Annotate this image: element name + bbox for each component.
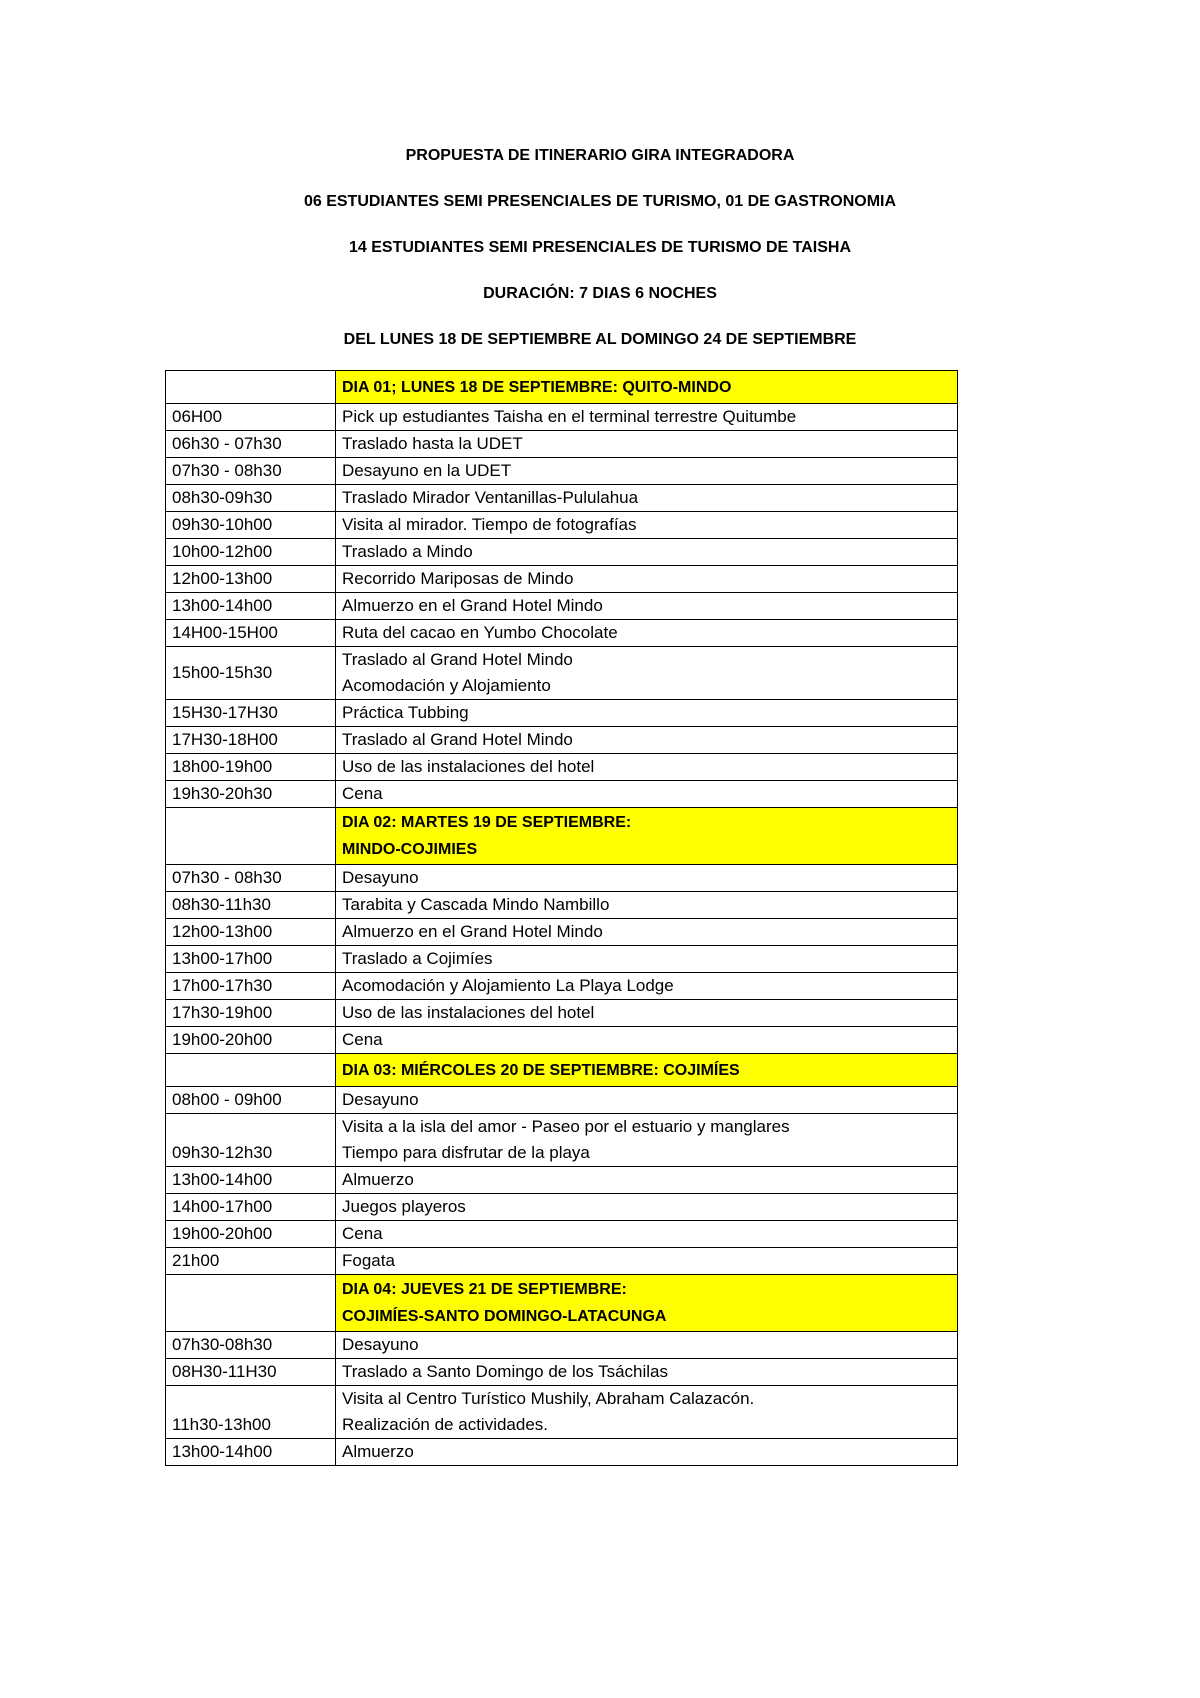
schedule-activity-cell <box>336 892 958 919</box>
day-header-text: DIA 04: JUEVES 21 DE SEPTIEMBRE: <box>342 1281 627 1298</box>
schedule-time-cell: 12h00-13h00 <box>166 566 336 593</box>
schedule-activity-text: Desayuno <box>342 1090 419 1109</box>
schedule-activity-cell <box>336 1027 958 1054</box>
schedule-activity-cell <box>336 1439 958 1466</box>
schedule-row <box>166 1221 958 1248</box>
schedule-time-cell: 13h00-14h00 <box>166 1167 336 1194</box>
schedule-activity-text: Tarabita y Cascada Mindo Nambillo <box>342 895 610 914</box>
day-header-row <box>166 1275 958 1332</box>
schedule-time-cell: 13h00-14h00 <box>166 1439 336 1466</box>
schedule-time-cell: 17h30-19h00 <box>166 1000 336 1027</box>
schedule-row <box>166 458 958 485</box>
schedule-row <box>166 512 958 539</box>
schedule-row <box>166 865 958 892</box>
schedule-row <box>166 946 958 973</box>
itinerary-body <box>166 371 958 1466</box>
schedule-time-cell: 06h30 - 07h30 <box>166 431 336 458</box>
schedule-row <box>166 727 958 754</box>
schedule-activity-cell <box>336 1248 958 1275</box>
schedule-activity-text: Desayuno en la UDET <box>342 461 512 480</box>
schedule-time-cell: 07h30 - 08h30 <box>166 865 336 892</box>
schedule-activity-text: Almuerzo <box>342 1442 414 1461</box>
schedule-activity-cell <box>336 754 958 781</box>
schedule-row <box>166 647 958 700</box>
schedule-activity-text: Acomodación y Alojamiento La Playa Lodge <box>342 976 674 995</box>
schedule-activity-cell <box>336 1359 958 1386</box>
date-range-line: DEL LUNES 18 DE SEPTIEMBRE AL DOMINGO 24 DE SEPTIEMBRE <box>343 331 857 348</box>
schedule-activity-cell <box>336 566 958 593</box>
schedule-activity-cell <box>336 539 958 566</box>
schedule-row <box>166 593 958 620</box>
schedule-activity-cell <box>336 620 958 647</box>
schedule-activity-text: Cena <box>342 1030 383 1049</box>
schedule-activity-cell <box>336 1221 958 1248</box>
schedule-row <box>166 1000 958 1027</box>
schedule-time-cell: 19h00-20h00 <box>166 1027 336 1054</box>
schedule-activity-text: Fogata <box>342 1251 395 1270</box>
schedule-activity-text: Juegos playeros <box>342 1197 466 1216</box>
schedule-activity-text: Traslado Mirador Ventanillas-Pululahua <box>342 488 639 507</box>
day-header-blank-cell <box>166 371 336 404</box>
duration-line: DURACIÓN: 7 DIAS 6 NOCHES <box>483 285 717 302</box>
schedule-activity-text: Visita al Centro Turístico Mushily, Abraham Calazacón. <box>342 1389 755 1408</box>
schedule-activity-text: Tiempo para disfrutar de la playa <box>342 1143 590 1162</box>
schedule-activity-text: Pick up estudiantes Taisha en el terminal terrestre Quitumbe <box>342 407 797 426</box>
schedule-time-cell: 09h30-10h00 <box>166 512 336 539</box>
schedule-activity-cell <box>336 1000 958 1027</box>
schedule-activity-text: Uso de las instalaciones del hotel <box>342 757 595 776</box>
schedule-activity-text: Cena <box>342 784 383 803</box>
schedule-row <box>166 700 958 727</box>
schedule-activity-text: Visita al mirador. Tiempo de fotografías <box>342 515 637 534</box>
schedule-time-cell: 17h00-17h30 <box>166 973 336 1000</box>
schedule-activity-cell <box>336 700 958 727</box>
schedule-activity-cell <box>336 512 958 539</box>
schedule-row <box>166 1359 958 1386</box>
schedule-activity-cell <box>336 1087 958 1114</box>
schedule-activity-text: Cena <box>342 1224 383 1243</box>
schedule-row <box>166 539 958 566</box>
document-header <box>0 146 1200 376</box>
day-header-row <box>166 1054 958 1087</box>
schedule-activity-cell <box>336 1332 958 1359</box>
schedule-row <box>166 1439 958 1466</box>
schedule-time-cell: 13h00-17h00 <box>166 946 336 973</box>
schedule-row <box>166 404 958 431</box>
schedule-activity-text: Traslado a Cojimíes <box>342 949 493 968</box>
schedule-row <box>166 1194 958 1221</box>
schedule-activity-text: Traslado a Santo Domingo de los Tsáchilas <box>342 1362 669 1381</box>
schedule-time-cell: 08h30-09h30 <box>166 485 336 512</box>
day-header-row <box>166 371 958 404</box>
schedule-activity-cell <box>336 593 958 620</box>
day-header-text: DIA 02: MARTES 19 DE SEPTIEMBRE: <box>342 814 632 831</box>
schedule-activity-text: Recorrido Mariposas de Mindo <box>342 569 574 588</box>
schedule-time-cell: 15H30-17H30 <box>166 700 336 727</box>
day-header-text: DIA 03: MIÉRCOLES 20 DE SEPTIEMBRE: COJIMÍES <box>342 1061 740 1079</box>
schedule-time-cell: 10h00-12h00 <box>166 539 336 566</box>
schedule-row <box>166 620 958 647</box>
day-header-blank-cell <box>166 1275 336 1332</box>
schedule-activity-cell <box>336 1194 958 1221</box>
schedule-time-cell: 14H00-15H00 <box>166 620 336 647</box>
itinerary-table <box>165 370 958 1466</box>
schedule-row <box>166 919 958 946</box>
schedule-time-cell: 08H30-11H30 <box>166 1359 336 1386</box>
schedule-time-cell: 13h00-14h00 <box>166 593 336 620</box>
day-header-text: DIA 01; LUNES 18 DE SEPTIEMBRE: QUITO-MINDO <box>342 378 732 396</box>
schedule-activity-text: Uso de las instalaciones del hotel <box>342 1003 595 1022</box>
schedule-row <box>166 973 958 1000</box>
schedule-activity-cell <box>336 458 958 485</box>
schedule-activity-cell <box>336 919 958 946</box>
day-header-blank-cell <box>166 1054 336 1087</box>
schedule-time-cell: 09h30-12h30 <box>166 1114 336 1167</box>
schedule-activity-cell <box>336 431 958 458</box>
schedule-time-cell: 08h00 - 09h00 <box>166 1087 336 1114</box>
schedule-row <box>166 1027 958 1054</box>
schedule-activity-cell <box>336 647 958 700</box>
schedule-time-cell: 19h00-20h00 <box>166 1221 336 1248</box>
schedule-activity-text: Desayuno <box>342 868 419 887</box>
schedule-row <box>166 892 958 919</box>
schedule-row <box>166 1114 958 1167</box>
schedule-activity-text: Ruta del cacao en Yumbo Chocolate <box>342 623 618 642</box>
day-header-cell <box>336 1054 958 1087</box>
schedule-activity-text: Acomodación y Alojamiento <box>342 676 551 695</box>
schedule-activity-cell <box>336 973 958 1000</box>
schedule-row <box>166 566 958 593</box>
schedule-time-cell: 17H30-18H00 <box>166 727 336 754</box>
schedule-row <box>166 1087 958 1114</box>
schedule-row <box>166 1248 958 1275</box>
schedule-activity-text: Visita a la isla del amor - Paseo por el estuario y manglares <box>342 1117 790 1136</box>
schedule-time-cell: 18h00-19h00 <box>166 754 336 781</box>
day-header-blank-cell <box>166 808 336 865</box>
schedule-time-cell: 11h30-13h00 <box>166 1386 336 1439</box>
schedule-activity-text: Almuerzo <box>342 1170 414 1189</box>
schedule-activity-cell <box>336 865 958 892</box>
day-header-row <box>166 808 958 865</box>
day-header-text: COJIMÍES-SANTO DOMINGO-LATACUNGA <box>342 1308 667 1325</box>
schedule-activity-cell <box>336 727 958 754</box>
schedule-activity-cell <box>336 1386 958 1439</box>
schedule-time-cell: 19h30-20h30 <box>166 781 336 808</box>
schedule-time-cell: 12h00-13h00 <box>166 919 336 946</box>
schedule-activity-cell <box>336 946 958 973</box>
students-line-1: 06 ESTUDIANTES SEMI PRESENCIALES DE TURISMO, 01 DE GASTRONOMIA <box>303 193 897 210</box>
day-header-cell <box>336 371 958 404</box>
schedule-time-cell: 14h00-17h00 <box>166 1194 336 1221</box>
day-header-cell <box>336 1275 958 1332</box>
schedule-time-cell: 21h00 <box>166 1248 336 1275</box>
schedule-activity-text: Traslado al Grand Hotel Mindo <box>342 730 573 749</box>
schedule-activity-cell <box>336 781 958 808</box>
schedule-activity-text: Desayuno <box>342 1335 419 1354</box>
schedule-activity-cell <box>336 485 958 512</box>
schedule-activity-text: Práctica Tubbing <box>342 703 469 722</box>
schedule-activity-cell <box>336 1167 958 1194</box>
schedule-row <box>166 781 958 808</box>
students-line-2: 14 ESTUDIANTES SEMI PRESENCIALES DE TURISMO DE TAISHA <box>349 239 851 256</box>
schedule-time-cell: 06H00 <box>166 404 336 431</box>
document-title: PROPUESTA DE ITINERARIO GIRA INTEGRADORA <box>405 147 795 164</box>
schedule-row <box>166 431 958 458</box>
schedule-activity-text: Traslado hasta la UDET <box>342 434 523 453</box>
schedule-activity-text: Almuerzo en el Grand Hotel Mindo <box>342 922 603 941</box>
schedule-time-cell: 15h00-15h30 <box>166 647 336 700</box>
schedule-time-cell: 08h30-11h30 <box>166 892 336 919</box>
schedule-activity-cell <box>336 404 958 431</box>
day-header-cell <box>336 808 958 865</box>
schedule-row <box>166 1386 958 1439</box>
schedule-row <box>166 485 958 512</box>
schedule-row <box>166 1332 958 1359</box>
schedule-row <box>166 754 958 781</box>
schedule-activity-text: Realización de actividades. <box>342 1415 549 1434</box>
schedule-activity-cell <box>336 1114 958 1167</box>
schedule-activity-text: Almuerzo en el Grand Hotel Mindo <box>342 596 603 615</box>
day-header-text: MINDO-COJIMIES <box>342 841 478 858</box>
schedule-row <box>166 1167 958 1194</box>
schedule-activity-text: Traslado a Mindo <box>342 542 473 561</box>
schedule-time-cell: 07h30-08h30 <box>166 1332 336 1359</box>
schedule-activity-text: Traslado al Grand Hotel Mindo <box>342 650 573 669</box>
schedule-time-cell: 07h30 - 08h30 <box>166 458 336 485</box>
